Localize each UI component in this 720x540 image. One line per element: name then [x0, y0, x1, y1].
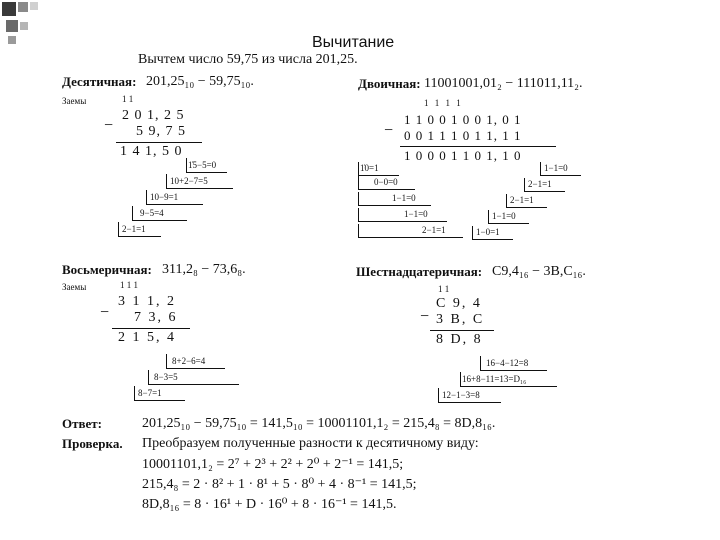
- octal-difference: 2 1 5, 4: [118, 330, 176, 345]
- decimal-step: 10+2−7=5: [170, 176, 208, 186]
- decimal-step: 2−1=1: [122, 224, 146, 234]
- binary-label: Двоичная:: [358, 76, 421, 91]
- hex-subtrahend: 3 B, C: [436, 312, 485, 327]
- check-text: Преобразуем полученные разности к десятичному виду:: [142, 436, 479, 451]
- binary-step-box: [358, 208, 447, 222]
- octal-minuend: 3 1 1, 2: [118, 294, 176, 309]
- binary-step: 1−1=0: [404, 209, 428, 219]
- decoration-square: [6, 20, 18, 32]
- binary-step: 1−1=0: [392, 193, 416, 203]
- decimal-result-line: [116, 142, 202, 143]
- check-line: 10001101,1₂ = 2⁷ + 2³ + 2² + 2⁰ + 2⁻¹ = 141,5;: [142, 457, 404, 472]
- octal-label: Восьмеричная:: [62, 262, 152, 277]
- binary-step: 1−1=0: [544, 163, 568, 173]
- decoration-square: [2, 2, 16, 16]
- binary-step: 2−1=1: [510, 195, 534, 205]
- octal-result-line: [112, 328, 190, 329]
- binary-step: 1̇0=1: [360, 163, 379, 173]
- binary-step: 2−1=1: [422, 225, 446, 235]
- binary-step: 1−1=0: [492, 211, 516, 221]
- binary-difference: 1 0 0 0 1 1 0 1, 1 0: [404, 148, 522, 163]
- answer-label: Ответ:: [62, 416, 103, 431]
- hex-result-line: [430, 330, 494, 331]
- octal-step: 8−3=5: [154, 372, 178, 382]
- decimal-step: 1̇5−5=0: [188, 160, 217, 170]
- decimal-subtrahend: 5 9, 7 5: [136, 124, 186, 139]
- octal-expression: 311,2₈ − 73,6₈.: [162, 262, 246, 277]
- check-label: Проверка.: [62, 436, 123, 451]
- check-line: 215,4₈ = 2 · 8² + 1 · 8¹ + 5 · 8⁰ + 4 · 8⁻¹ = 141,5;: [142, 477, 417, 492]
- hex-minuend: C 9, 4: [436, 296, 482, 311]
- decimal-difference: 1 4 1, 5 0: [120, 144, 183, 159]
- octal-subtrahend: 7 3, 6: [134, 310, 178, 325]
- minus-sign: −: [384, 122, 394, 139]
- minus-sign: −: [100, 304, 110, 321]
- slide-title: Вычитание: [312, 34, 395, 51]
- decimal-loans: 1 1: [122, 94, 134, 104]
- intro-text: Вычтем число 59,75 из числа 201,25.: [138, 52, 358, 67]
- decoration-square: [8, 36, 16, 44]
- binary-step: 0−0=0: [374, 177, 398, 187]
- hex-label: Шестнадцатеричная:: [356, 264, 483, 279]
- hex-step: 12−1−3=8: [442, 390, 480, 400]
- decimal-step: 10−9=1: [150, 192, 179, 202]
- hex-step: 16+8−11=13=D₁₆: [462, 374, 527, 384]
- hex-difference: 8 D, 8: [436, 332, 483, 347]
- hex-step: 16−4−12=8: [486, 358, 529, 368]
- decimal-minuend: 2 0 1, 2 5: [122, 108, 185, 123]
- decoration-square: [30, 2, 38, 10]
- decimal-label: Десятичная:: [62, 74, 137, 89]
- octal-step: 8+2−6=4: [172, 356, 206, 366]
- hex-expression: C9,4₁₆ − 3B,C₁₆.: [492, 264, 586, 279]
- binary-expression: 11001001,01₂ − 111011,11₂.: [424, 76, 583, 91]
- decoration-square: [18, 2, 28, 12]
- binary-result-line: [400, 146, 556, 147]
- decoration-square: [20, 22, 28, 30]
- binary-minuend: 1 1 0 0 1 0 0 1, 0 1: [404, 112, 522, 127]
- binary-step-box: [358, 224, 463, 238]
- binary-step: 2−1=1: [528, 179, 552, 189]
- octal-loans-label: Заемы: [62, 282, 87, 292]
- minus-sign: −: [420, 308, 430, 325]
- minus-sign: −: [104, 117, 114, 134]
- answer-text: 201,25₁₀ − 59,75₁₀ = 141,5₁₀ = 10001101,1₂ = 215,4₈ = 8D,8₁₆.: [142, 416, 496, 431]
- decimal-loans-label: Заемы: [62, 96, 87, 106]
- octal-loans: 1 1 1: [120, 280, 138, 290]
- octal-step: 8−7=1: [138, 388, 162, 398]
- check-line: 8D,8₁₆ = 8 · 16¹ + D · 16⁰ + 8 · 16⁻¹ = 141,5.: [142, 497, 397, 512]
- binary-step: 1−0=1: [476, 227, 500, 237]
- decimal-step: 9−5=4: [140, 208, 164, 218]
- decimal-expression: 201,25₁₀ − 59,75₁₀.: [146, 74, 254, 89]
- binary-loans: 1 1 1 1: [424, 98, 463, 108]
- binary-subtrahend: 0 0 1 1 1 0 1 1, 1 1: [404, 128, 522, 143]
- hex-loans: 1 1: [438, 284, 450, 294]
